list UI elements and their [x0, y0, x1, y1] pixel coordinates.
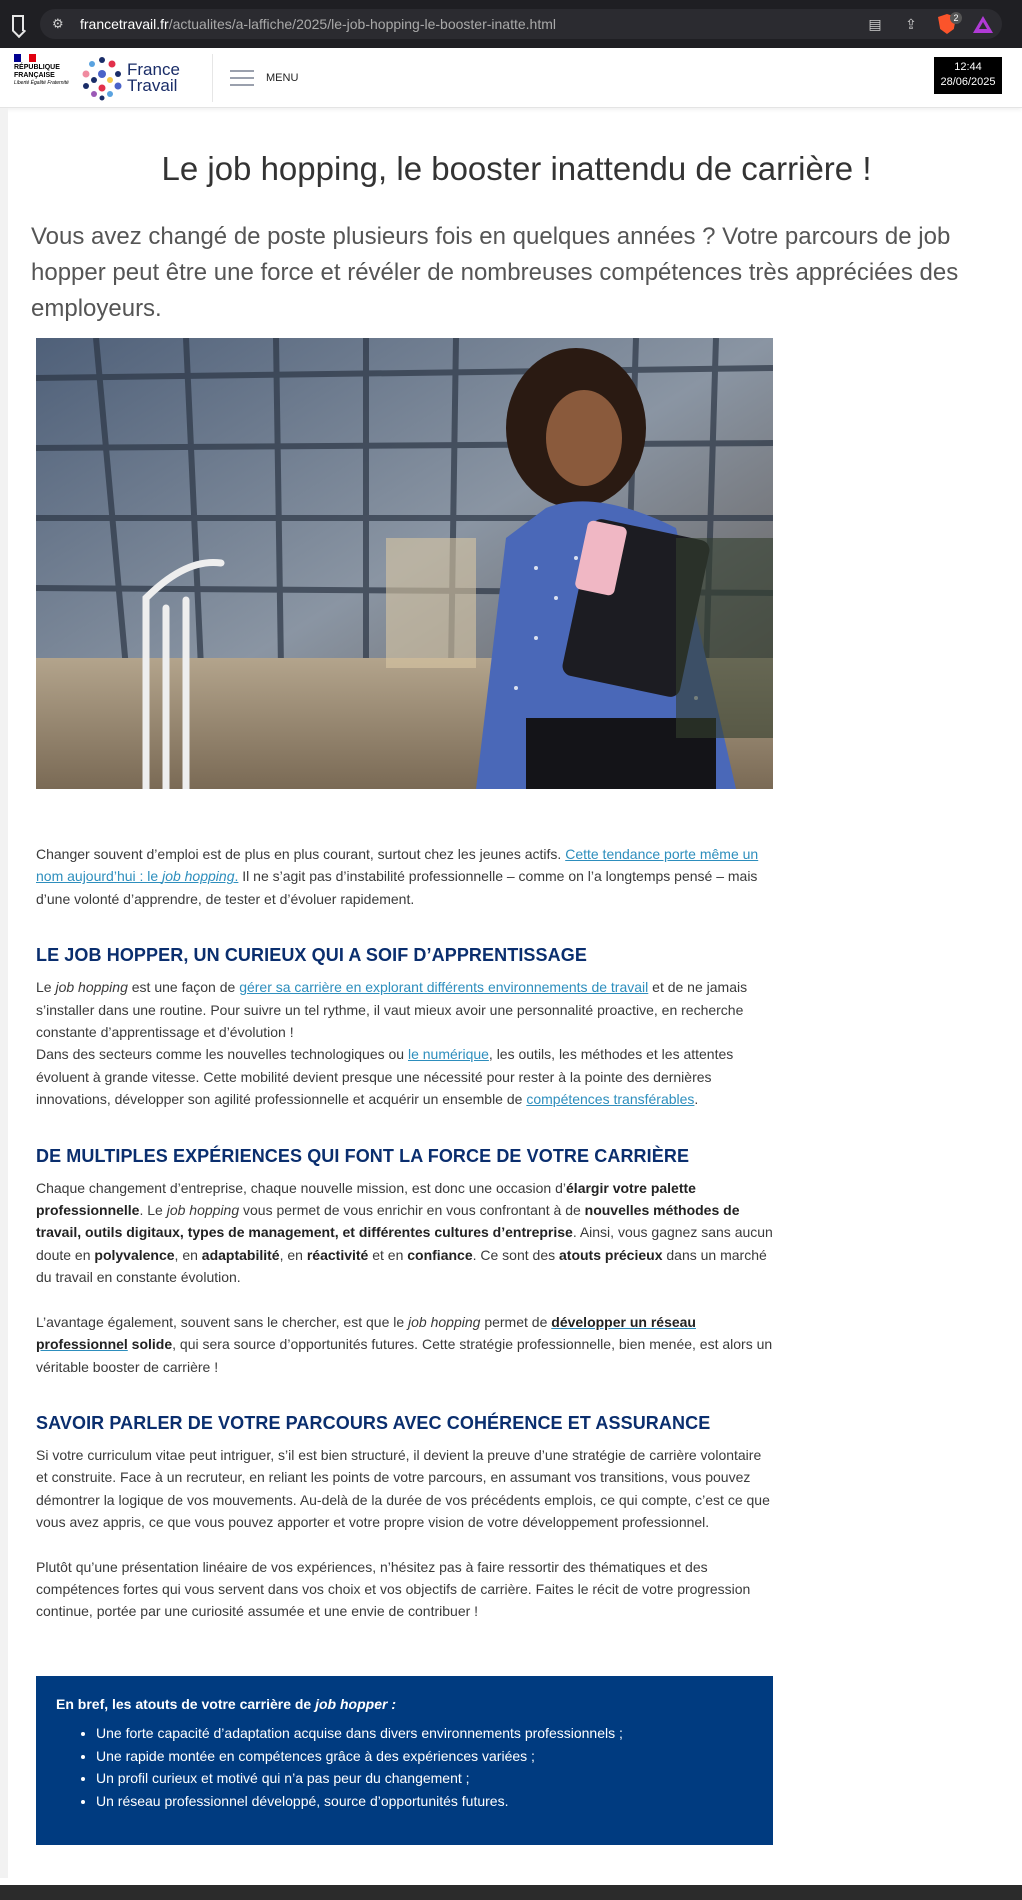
french-flag-icon: [14, 54, 36, 62]
section2-paragraph: [36, 1177, 773, 1289]
s2-i: , en: [174, 1246, 202, 1263]
page-footer-edge: [0, 1885, 1022, 1900]
section-heading-curious: LE JOB HOPPER, UN CURIEUX QUI A SOIF D’APPRENTISSAGE: [36, 945, 587, 966]
brave-rewards-icon[interactable]: [972, 13, 994, 35]
summary-item: • Un profil curieux et motivé qui n’a pas peur du changement ;: [96, 1767, 753, 1790]
s1-text-a: Le: [36, 979, 56, 996]
section3-paragraph-2: Plutôt qu’une présentation linéaire de vos expériences, n’hésitez pas à faire ressortir des thématiques et des compétences fortes qui vous servent dans vos choix et vos objectifs de carrière. Faites le récit de votre progression continue, portée par une curiosité assumée et une envie de contribuer !: [36, 1558, 751, 1620]
intro-text-2: Il ne s’agit pas d’instabilité professionnelle – comme on l’a longtemps pensé – mais d’une volonté d’apprendre, de tester et d’évoluer rapidement.: [36, 868, 758, 907]
hamburger-icon: [230, 70, 254, 86]
url-path: /actualites/a-laffiche/2025/le-job-hopping-le-booster-inatte.html: [168, 16, 556, 32]
menu-button[interactable]: [230, 66, 298, 90]
summary-title-italic: job hopper :: [315, 1696, 396, 1712]
clock-date: 28/06/2025: [940, 76, 996, 88]
address-bar[interactable]: [40, 9, 1002, 39]
france-travail-dots-icon: [80, 54, 124, 102]
site-settings-icon[interactable]: ⚙: [52, 16, 64, 31]
section2b-paragraph: [36, 1311, 773, 1378]
republique-francaise-logo[interactable]: [14, 54, 74, 104]
shields-count-badge: 2: [950, 12, 962, 24]
s1-italic: job hopping: [55, 979, 128, 996]
s2-p: atouts précieux: [559, 1246, 663, 1263]
reader-mode-icon[interactable]: ▤: [868, 15, 882, 32]
clock-overlay: [934, 57, 1002, 94]
brand-line1: France: [127, 60, 180, 79]
section3-paragraph-1: Si votre curriculum vitae peut intriguer, s’il est bien structuré, il devient la preuve d’une stratégie de carrière volontaire et construite. Face à un recruteur, en reliant les points de votre parcours, en assumant vos transitions, vous pouvez démontrer la logique de vos mouvements. Au-delà de la durée de vos précédents emplois, ce qui compte, c’est ce que vous avez appris, ce que vous pouvez apporter et votre propre vision de votre développement professionnel.: [36, 1446, 770, 1531]
s1-text-d: et de ne jamais s’installer dans une routine. Pour suivre un tel rythme, il vaut mieux avoir une personnalité proactive, en recherche constante d’apprentissage et d’évolution !: [36, 979, 748, 1041]
menu-label: MENU: [266, 72, 299, 84]
digital-sector-link[interactable]: le numérique: [407, 1046, 489, 1063]
clock-time: 12:44: [954, 61, 982, 73]
rf-line2: FRANÇAISE: [14, 72, 55, 79]
summary-box: [36, 1676, 773, 1845]
article-body: [36, 843, 773, 1623]
summary-item: • Une forte capacité d’adaptation acquise dans divers environnements professionnels ;: [96, 1722, 753, 1745]
hero-photo-illustration: [36, 338, 773, 789]
s1-text-f: , les outils, les méthodes et les attentes évoluent à grande vitesse. Cette mobilité devient presque une nécessité pour rester à la pointe des dernières innovations, développer son agilité professionnelle et acquérir un ensemble de: [36, 1046, 734, 1108]
s2-f: nouvelles méthodes de travail, outils digitaux, types de management, et différentes cultures d’entreprise: [36, 1202, 740, 1241]
bookmark-icon[interactable]: [12, 15, 24, 31]
manage-career-link[interactable]: gérer sa carrière en explorant différents environnements de travail: [239, 979, 649, 996]
intro-text: Changer souvent d’emploi est de plus en plus courant, surtout chez les jeunes actifs.: [36, 846, 566, 862]
rf-line1: RÉPUBLIQUE: [14, 64, 60, 71]
s1-text-g: .: [694, 1091, 699, 1108]
url-host: francetravail.fr: [80, 16, 169, 32]
s2b-a: L’avantage également, souvent sans le chercher, est que le: [36, 1313, 409, 1330]
s2-c: . Le: [139, 1202, 167, 1219]
summary-item: • Un réseau professionnel développé, source d’opportunités futures.: [96, 1790, 753, 1813]
s2-q: dans un marché du travail en constante évolution.: [36, 1246, 767, 1286]
s2-b: élargir votre palette professionnelle: [36, 1179, 696, 1219]
section1-paragraph: [36, 976, 773, 1110]
rf-motto: Liberté Égalité Fraternité: [14, 80, 69, 86]
brand-line2: Travail: [127, 76, 178, 95]
site-header: [0, 48, 1022, 108]
share-icon[interactable]: ⇪: [905, 15, 917, 32]
s2-l: réactivité: [306, 1246, 369, 1263]
url-text[interactable]: [80, 16, 556, 32]
s1-text-e: Dans des secteurs comme les nouvelles technologiques ou: [36, 1046, 408, 1063]
s2-a: Chaque changement d’entreprise, chaque nouvelle mission, est donc une occasion d’: [36, 1179, 567, 1196]
s2-k: , en: [279, 1246, 307, 1263]
s2-h: polyvalence: [94, 1246, 175, 1263]
s2-m: et en: [368, 1246, 408, 1263]
section-heading-coherence: SAVOIR PARLER DE VOTRE PARCOURS AVEC COHÉRENCE ET ASSURANCE: [36, 1412, 711, 1433]
hero-image: [36, 338, 773, 789]
france-travail-logo[interactable]: [80, 54, 190, 102]
summary-title: [56, 1696, 753, 1712]
s1-text-c: est une façon de: [127, 979, 240, 996]
s2b-d: solide: [127, 1336, 173, 1353]
section-heading-experiences: DE MULTIPLES EXPÉRIENCES QUI FONT LA FORCE DE VOTRE CARRIÈRE: [36, 1145, 690, 1166]
page-left-edge: [0, 108, 8, 1878]
network-link-text: développer un réseau professionnel: [36, 1313, 696, 1353]
s2-n: confiance: [407, 1246, 473, 1263]
s2b-e: , qui sera source d’opportunités futures. Cette stratégie professionnelle, bien menée, est alors un véritable booster de carrière !: [36, 1336, 773, 1375]
s2-j: adaptabilité: [201, 1246, 280, 1263]
intro-link-text: Cette tendance porte même un nom aujourd’hui : le: [36, 846, 759, 885]
summary-item: • Une rapide montée en compétences grâce à des expériences variées ;: [96, 1745, 753, 1768]
browser-toolbar: [0, 0, 1022, 48]
summary-list: [96, 1722, 753, 1812]
page-title: Le job hopping, le booster inattendu de carrière !: [161, 150, 872, 187]
intro-link-italic: job hopping: [162, 868, 235, 885]
s2b-b: job hopping: [408, 1313, 481, 1330]
s2-e: vous permet de vous enrichir en vous confrontant à de: [239, 1202, 585, 1219]
brave-shields-icon[interactable]: [936, 13, 958, 35]
header-divider: [212, 54, 213, 102]
transferable-skills-link[interactable]: compétences transférables: [526, 1091, 695, 1108]
s2-g: . Ainsi, vous gagnez sans aucun doute en: [36, 1224, 773, 1263]
s2b-c: permet de: [480, 1313, 552, 1330]
intro-link-end: .: [234, 868, 239, 885]
intro-paragraph: [36, 843, 773, 910]
s2-o: . Ce sont des: [472, 1246, 559, 1263]
article-lede: Vous avez changé de poste plusieurs fois en quelques années ? Votre parcours de job hopper peut être une force et révéler de nombreuses compétences très appréciées des employeurs.: [31, 223, 959, 322]
s2-d: job hopping: [166, 1202, 240, 1219]
summary-title-text: En bref, les atouts de votre carrière de: [56, 1696, 316, 1712]
